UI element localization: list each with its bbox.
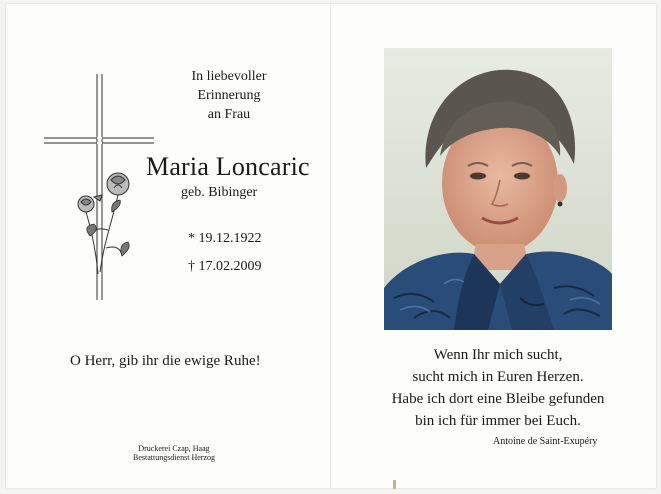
portrait-photo bbox=[384, 48, 612, 330]
poem-line-4: bin ich für immer bei Euch. bbox=[415, 413, 581, 429]
intro-line-2: Erinnerung bbox=[197, 88, 261, 103]
deceased-name: Maria Loncaric bbox=[146, 152, 310, 181]
cross-with-rose-icon bbox=[42, 72, 160, 304]
poem-line-2: sucht mich in Euren Herzen. bbox=[412, 369, 584, 385]
printer-line-2: Bestattungsdienst Herzog bbox=[133, 453, 215, 462]
paper-mark bbox=[393, 480, 396, 489]
printer-line-1: Druckerei Czap, Haag bbox=[138, 444, 210, 453]
intro-text bbox=[170, 67, 288, 124]
printer-imprint bbox=[118, 444, 230, 462]
prayer-text: O Herr, gib ihr die ewige Ruhe! bbox=[70, 353, 261, 369]
poem-author: Antoine de Saint-Exupéry bbox=[493, 436, 598, 447]
maiden-name: geb. Bibinger bbox=[181, 185, 258, 200]
intro-line-1: In liebevoller bbox=[191, 69, 267, 84]
memorial-poem bbox=[370, 344, 626, 432]
poem-line-3: Habe ich dort eine Bleibe gefunden bbox=[391, 391, 605, 407]
poem-line-1: Wenn Ihr mich sucht, bbox=[433, 347, 563, 363]
intro-line-3: an Frau bbox=[207, 107, 251, 122]
birth-date: * 19.12.1922 bbox=[188, 231, 262, 246]
death-date: † 17.02.2009 bbox=[188, 259, 262, 274]
fold-line bbox=[330, 4, 331, 488]
